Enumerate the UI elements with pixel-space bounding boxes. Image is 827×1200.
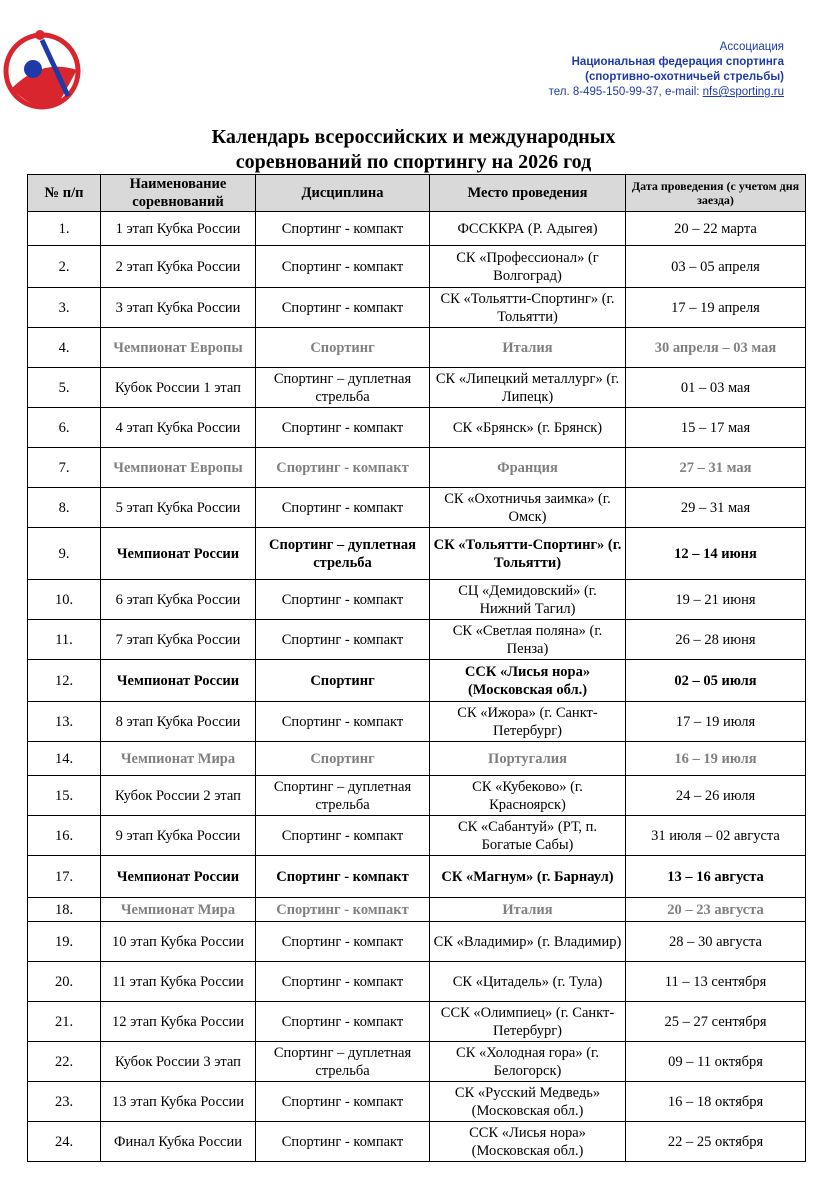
cell-place: ФССККРА (Р. Адыгея) — [430, 212, 626, 246]
cell-name: Чемпионат Мира — [101, 742, 256, 776]
cell-name: 5 этап Кубка России — [101, 488, 256, 528]
logo-emblem-icon — [2, 18, 92, 118]
table-row — [28, 288, 806, 328]
cell-discipline: Спортинг - компакт — [256, 898, 430, 922]
cell-date: 03 – 05 апреля — [626, 246, 806, 288]
cell-place: СК «Светлая поляна» (г. Пенза) — [430, 620, 626, 660]
cell-num: 3. — [28, 288, 101, 328]
federation-logo — [2, 18, 92, 118]
col-header-discipline: Дисциплина — [256, 175, 430, 212]
cell-name: Кубок России 2 этап — [101, 776, 256, 816]
cell-discipline: Спортинг - компакт — [256, 922, 430, 962]
table-header-row — [28, 175, 806, 212]
cell-discipline: Спортинг - компакт — [256, 1122, 430, 1162]
table-row — [28, 962, 806, 1002]
cell-place: СК «Русский Медведь» (Московская обл.) — [430, 1082, 626, 1122]
cell-num: 21. — [28, 1002, 101, 1042]
title-line-1: Календарь всероссийских и международных — [211, 126, 616, 148]
cell-place: ССК «Олимпиец» (г. Санкт-Петербург) — [430, 1002, 626, 1042]
table-row — [28, 528, 806, 580]
association-header — [549, 40, 784, 100]
contact-line — [549, 85, 784, 100]
cell-date: 20 – 23 августа — [626, 898, 806, 922]
title-line-2: соревнований по спортингу на 2026 год — [235, 151, 592, 173]
table-row — [28, 660, 806, 702]
cell-name: 13 этап Кубка России — [101, 1082, 256, 1122]
table-row — [28, 702, 806, 742]
cell-date: 02 – 05 июля — [626, 660, 806, 702]
table-row — [28, 580, 806, 620]
cell-place: СК «Охотничья заимка» (г. Омск) — [430, 488, 626, 528]
cell-place: СК «Магнум» (г. Барнаул) — [430, 856, 626, 898]
table-row — [28, 488, 806, 528]
cell-place: СК «Брянск» (г. Брянск) — [430, 408, 626, 448]
cell-date: 12 – 14 июня — [626, 528, 806, 580]
cell-discipline: Спортинг - компакт — [256, 288, 430, 328]
cell-discipline: Спортинг - компакт — [256, 702, 430, 742]
cell-num: 20. — [28, 962, 101, 1002]
cell-place: СК «Тольятти-Спортинг» (г. Тольятти) — [430, 288, 626, 328]
cell-date: 25 – 27 сентября — [626, 1002, 806, 1042]
cell-discipline: Спортинг - компакт — [256, 856, 430, 898]
cell-name: 9 этап Кубка России — [101, 816, 256, 856]
cell-discipline: Спортинг - компакт — [256, 408, 430, 448]
cell-date: 11 – 13 сентября — [626, 962, 806, 1002]
contact-text: тел. 8-495-150-99-37, e-mail: — [548, 86, 703, 98]
cell-date: 22 – 25 октября — [626, 1122, 806, 1162]
cell-discipline: Спортинг — [256, 742, 430, 776]
cell-num: 10. — [28, 580, 101, 620]
cell-discipline: Спортинг — [256, 328, 430, 368]
cell-name: 4 этап Кубка России — [101, 408, 256, 448]
cell-num: 16. — [28, 816, 101, 856]
cell-date: 09 – 11 октября — [626, 1042, 806, 1082]
cell-discipline: Спортинг – дуплетная стрельба — [256, 528, 430, 580]
cell-date: 26 – 28 июня — [626, 620, 806, 660]
page-title — [0, 125, 827, 175]
calendar-rows — [28, 212, 806, 1162]
cell-date: 28 – 30 августа — [626, 922, 806, 962]
cell-name: 8 этап Кубка России — [101, 702, 256, 742]
federation-name: Национальная федерация спортинга — [571, 56, 784, 68]
cell-date: 27 – 31 мая — [626, 448, 806, 488]
cell-date: 29 – 31 мая — [626, 488, 806, 528]
cell-place: СЦ «Демидовский» (г. Нижний Тагил) — [430, 580, 626, 620]
federation-subtitle: (спортивно-охотничьей стрельбы) — [585, 71, 784, 83]
cell-discipline: Спортинг - компакт — [256, 580, 430, 620]
table-row — [28, 1002, 806, 1042]
cell-name: 3 этап Кубка России — [101, 288, 256, 328]
cell-discipline: Спортинг - компакт — [256, 246, 430, 288]
cell-name: 7 этап Кубка России — [101, 620, 256, 660]
cell-name: 12 этап Кубка России — [101, 1002, 256, 1042]
cell-name: 10 этап Кубка России — [101, 922, 256, 962]
col-header-date: Дата проведения (с учетом дня заезда) — [626, 175, 806, 212]
cell-date: 19 – 21 июня — [626, 580, 806, 620]
cell-place: СК «Липецкий металлург» (г. Липецк) — [430, 368, 626, 408]
cell-place: Италия — [430, 328, 626, 368]
cell-name: Финал Кубка России — [101, 1122, 256, 1162]
cell-num: 14. — [28, 742, 101, 776]
cell-num: 15. — [28, 776, 101, 816]
cell-name: Чемпионат России — [101, 660, 256, 702]
cell-num: 7. — [28, 448, 101, 488]
cell-discipline: Спортинг — [256, 660, 430, 702]
cell-place: ССК «Лисья нора» (Московская обл.) — [430, 660, 626, 702]
cell-name: Чемпионат России — [101, 528, 256, 580]
cell-num: 6. — [28, 408, 101, 448]
cell-discipline: Спортинг - компакт — [256, 212, 430, 246]
cell-place: СК «Сабантуй» (РТ, п. Богатые Сабы) — [430, 816, 626, 856]
cell-num: 24. — [28, 1122, 101, 1162]
cell-num: 2. — [28, 246, 101, 288]
cell-name: 1 этап Кубка России — [101, 212, 256, 246]
table-row — [28, 448, 806, 488]
cell-discipline: Спортинг - компакт — [256, 488, 430, 528]
cell-date: 01 – 03 мая — [626, 368, 806, 408]
table-row — [28, 776, 806, 816]
cell-date: 16 – 18 октября — [626, 1082, 806, 1122]
cell-name: Чемпионат Европы — [101, 328, 256, 368]
cell-discipline: Спортинг - компакт — [256, 816, 430, 856]
cell-date: 15 – 17 мая — [626, 408, 806, 448]
cell-num: 17. — [28, 856, 101, 898]
cell-place: СК «Профессионал» (г Волгоград) — [430, 246, 626, 288]
cell-name: Кубок России 1 этап — [101, 368, 256, 408]
cell-date: 13 – 16 августа — [626, 856, 806, 898]
cell-num: 1. — [28, 212, 101, 246]
association-label: Ассоциация — [719, 41, 784, 53]
cell-place: Португалия — [430, 742, 626, 776]
email-link[interactable]: nfs@sporting.ru — [702, 86, 784, 98]
table-row — [28, 212, 806, 246]
cell-discipline: Спортинг - компакт — [256, 1002, 430, 1042]
cell-place: ССК «Лисья нора» (Московская обл.) — [430, 1122, 626, 1162]
cell-date: 30 апреля – 03 мая — [626, 328, 806, 368]
cell-discipline: Спортинг - компакт — [256, 620, 430, 660]
cell-date: 16 – 19 июля — [626, 742, 806, 776]
cell-num: 19. — [28, 922, 101, 962]
cell-place: Италия — [430, 898, 626, 922]
table-row — [28, 1122, 806, 1162]
cell-date: 17 – 19 апреля — [626, 288, 806, 328]
cell-discipline: Спортинг - компакт — [256, 1082, 430, 1122]
table-row — [28, 328, 806, 368]
table-row — [28, 922, 806, 962]
cell-num: 8. — [28, 488, 101, 528]
cell-num: 9. — [28, 528, 101, 580]
cell-num: 12. — [28, 660, 101, 702]
cell-place: Франция — [430, 448, 626, 488]
cell-place: СК «Тольятти-Спортинг» (г. Тольятти) — [430, 528, 626, 580]
col-header-place: Место проведения — [430, 175, 626, 212]
table-row — [28, 856, 806, 898]
cell-name: 2 этап Кубка России — [101, 246, 256, 288]
cell-date: 20 – 22 марта — [626, 212, 806, 246]
cell-num: 11. — [28, 620, 101, 660]
cell-name: Чемпионат Европы — [101, 448, 256, 488]
table-row — [28, 1082, 806, 1122]
cell-place: СК «Владимир» (г. Владимир) — [430, 922, 626, 962]
cell-place: СК «Кубеково» (г. Красноярск) — [430, 776, 626, 816]
cell-date: 17 – 19 июля — [626, 702, 806, 742]
cell-name: Кубок России 3 этап — [101, 1042, 256, 1082]
cell-name: Чемпионат Мира — [101, 898, 256, 922]
table-row — [28, 742, 806, 776]
cell-name: 11 этап Кубка России — [101, 962, 256, 1002]
table-row — [28, 816, 806, 856]
cell-discipline: Спортинг – дуплетная стрельба — [256, 1042, 430, 1082]
cell-discipline: Спортинг – дуплетная стрельба — [256, 368, 430, 408]
cell-num: 13. — [28, 702, 101, 742]
table-row — [28, 1042, 806, 1082]
cell-num: 23. — [28, 1082, 101, 1122]
cell-num: 4. — [28, 328, 101, 368]
cell-discipline: Спортинг - компакт — [256, 448, 430, 488]
cell-date: 24 – 26 июля — [626, 776, 806, 816]
calendar-table — [27, 174, 806, 1162]
cell-num: 5. — [28, 368, 101, 408]
col-header-num: № п/п — [28, 175, 101, 212]
cell-place: СК «Ижора» (г. Санкт-Петербург) — [430, 702, 626, 742]
cell-place: СК «Холодная гора» (г. Белогорск) — [430, 1042, 626, 1082]
table-row — [28, 898, 806, 922]
table-row — [28, 246, 806, 288]
table-row — [28, 620, 806, 660]
cell-num: 22. — [28, 1042, 101, 1082]
cell-place: СК «Цитадель» (г. Тула) — [430, 962, 626, 1002]
cell-name: Чемпионат России — [101, 856, 256, 898]
cell-num: 18. — [28, 898, 101, 922]
cell-name: 6 этап Кубка России — [101, 580, 256, 620]
cell-date: 31 июля – 02 августа — [626, 816, 806, 856]
col-header-name: Наименование соревнований — [101, 175, 256, 212]
cell-discipline: Спортинг - компакт — [256, 962, 430, 1002]
cell-discipline: Спортинг – дуплетная стрельба — [256, 776, 430, 816]
table-row — [28, 368, 806, 408]
table-row — [28, 408, 806, 448]
